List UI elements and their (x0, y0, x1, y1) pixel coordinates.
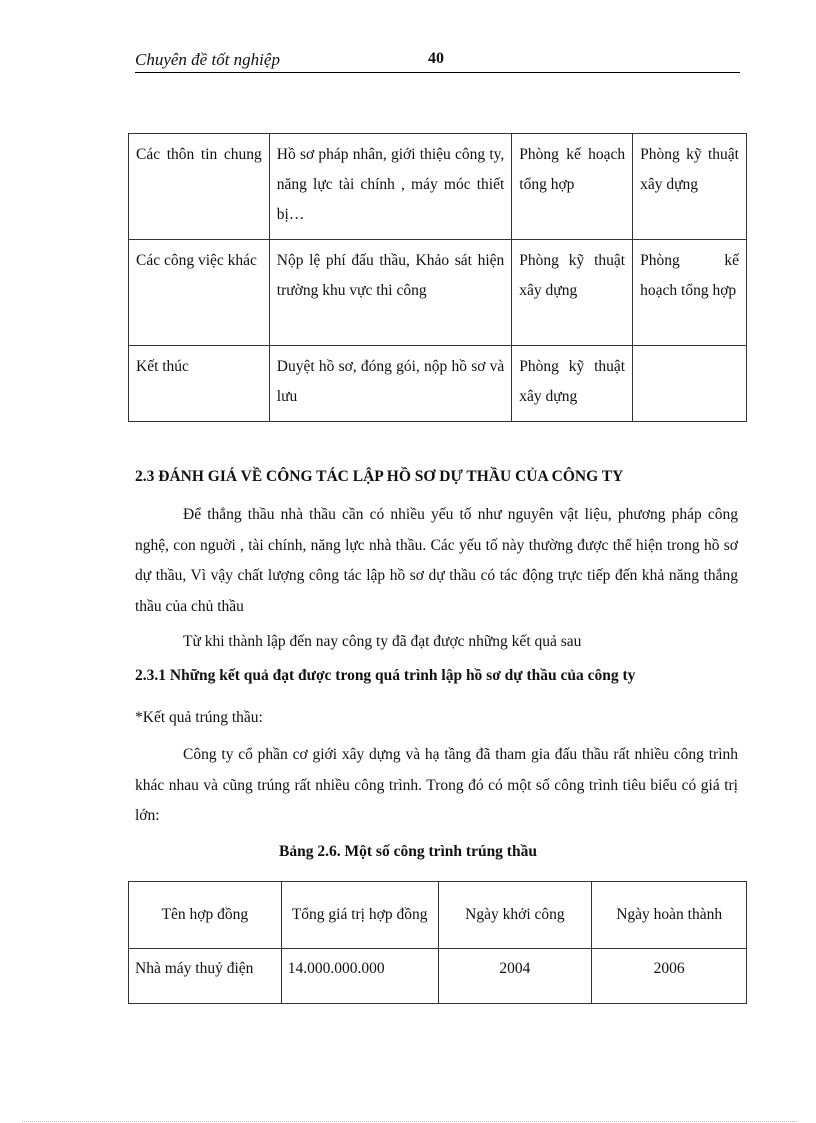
table-cell: Phòng kế hoạch tổng hợp (633, 240, 747, 346)
paragraph (135, 500, 738, 622)
paragraph-text: Để thắng thầu nhà thầu cần có nhiều yếu tố như nguyên vật liệu, phương pháp công nghệ, con nguời , tài chính, năng lực nhà thầu. Các yếu tố này thường được thể hiện trong hồ sơ dự thầu, Vì vậy chất lượng công tác lập hồ sơ dự thầu có tác động trực tiếp đến khả năng thắng thầu của chủ thầu (135, 506, 738, 615)
table-cell: 2004 (438, 949, 592, 1004)
table-cell: 2006 (592, 949, 747, 1004)
page-number: 40 (428, 50, 444, 67)
paragraph-text: Từ khi thành lập đến nay công ty đã đạt được những kết quả sau (183, 633, 582, 650)
note-label: *Kết quả trúng thầu: (135, 709, 263, 726)
table-cell: Duyệt hồ sơ, đóng gói, nộp hồ sơ và lưu (269, 346, 512, 422)
table-caption: Bảng 2.6. Một số công trình trúng thầu (279, 843, 537, 860)
table-cell (633, 346, 747, 422)
table-cell: Hồ sơ pháp nhân, giới thiệu công ty, năng lực tài chính , máy móc thiết bị… (269, 134, 512, 240)
column-header: Ngày hoàn thành (592, 882, 747, 949)
table-cell: 14.000.000.000 (281, 949, 438, 1004)
table-cell: Các thôn tin chung (129, 134, 270, 240)
section-heading: 2.3 ĐÁNH GIÁ VỀ CÔNG TÁC LẬP HỒ SƠ DỰ THẦU CỦA CÔNG TY (135, 468, 624, 485)
table-cell: Nhà máy thuỷ điện (129, 949, 282, 1004)
contracts-table (128, 881, 747, 1004)
table-cell: Kết thúc (129, 346, 270, 422)
page-header (135, 50, 740, 73)
column-header: Tên hợp đồng (129, 882, 282, 949)
table-cell: Các công việc khác (129, 240, 270, 346)
table-row (129, 949, 747, 1004)
table-cell: Phòng kỹ thuật xây dựng (633, 134, 747, 240)
table-cell: Nộp lệ phí đấu thầu, Khảo sát hiện trường khu vực thi công (269, 240, 512, 346)
column-header: Ngày khởi công (438, 882, 592, 949)
table-row (129, 240, 747, 346)
responsibility-table (128, 133, 747, 422)
paragraph (135, 740, 738, 832)
table-header-row (129, 882, 747, 949)
table-cell: Phòng kỹ thuật xây dựng (512, 346, 633, 422)
header-title: Chuyên đề tốt nghiệp (135, 50, 280, 69)
paragraph-text: Công ty cổ phần cơ giới xây dựng và hạ tầng đã tham gia đấu thầu rất nhiều công trình khác nhau và cũng trúng rất nhiều công trình. Trong đó có một số công trình tiêu biểu có giá trị lớn: (135, 746, 738, 824)
table-row (129, 134, 747, 240)
table-cell: Phòng kỹ thuật xây dựng (512, 240, 633, 346)
paragraph (135, 627, 738, 658)
subsection-heading: 2.3.1 Những kết quả đạt được trong quá trình lập hồ sơ dự thầu của công ty (135, 667, 636, 684)
page-bottom-divider (22, 1121, 797, 1122)
table-cell: Phòng kế hoạch tổng hợp (512, 134, 633, 240)
table-row (129, 346, 747, 422)
column-header: Tổng giá trị hợp đồng (281, 882, 438, 949)
